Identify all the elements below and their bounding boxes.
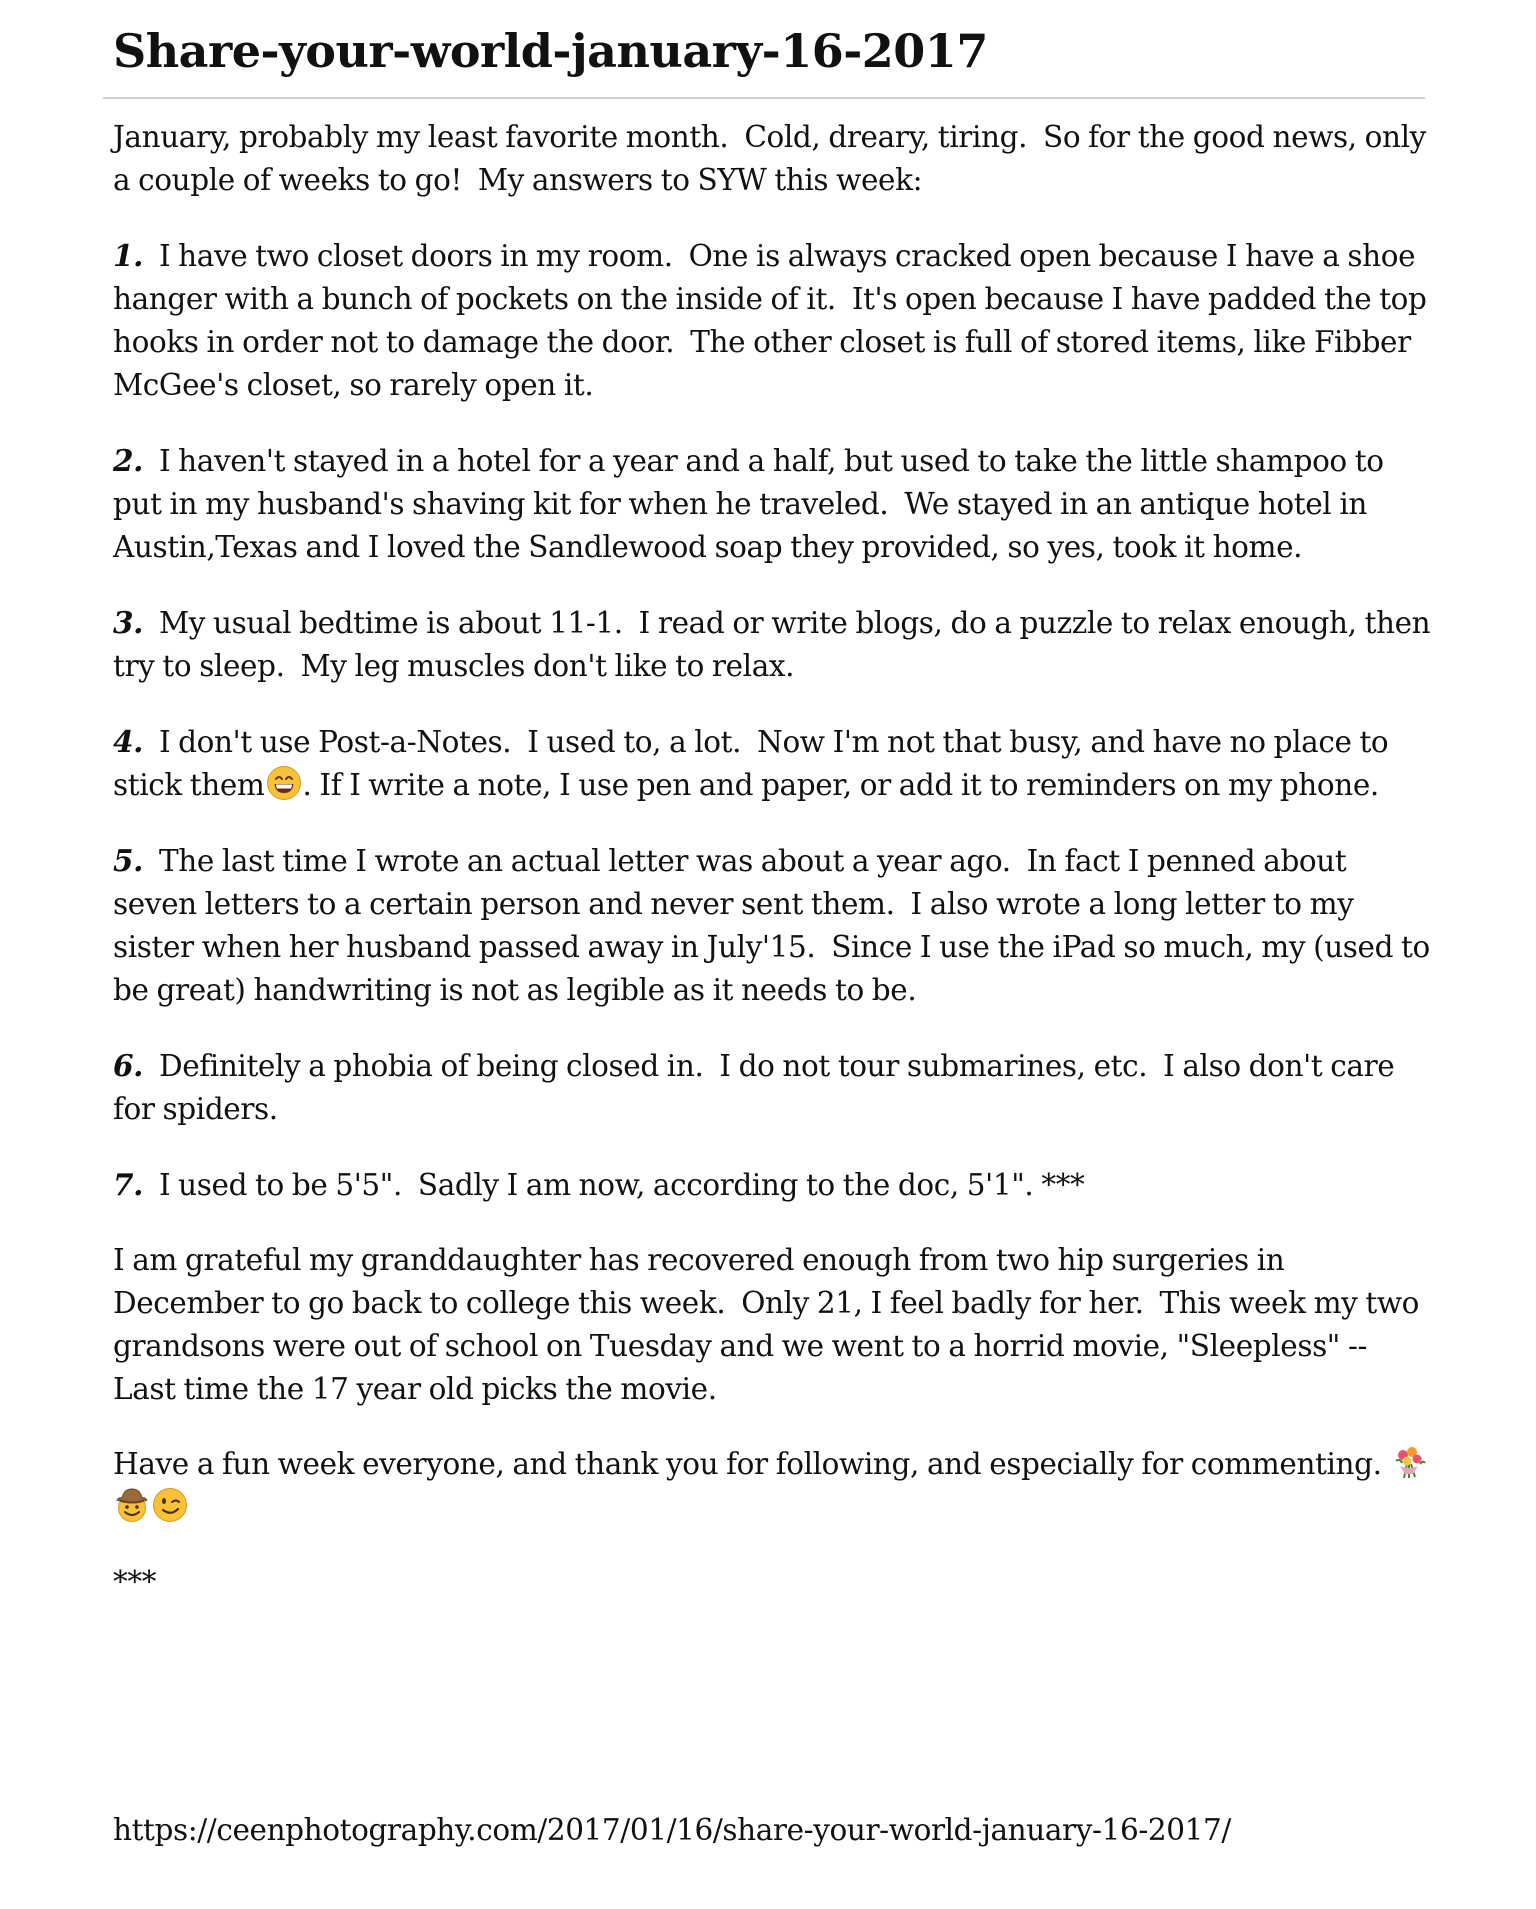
- answer-number: 3.: [113, 605, 143, 640]
- answer-text: I have two closet doors in my room. One is always cracked open because I have a shoe hanger with a bunch of pockets on the inside of it. It's open because I have padded the top hooks in order not to damage the door. The other closet is full of stored items, like Fibber McGee's closet, so rarely open it.: [113, 239, 1435, 402]
- winking-face-emoji-icon: [152, 1487, 188, 1523]
- answer-number: 2.: [113, 443, 143, 478]
- source-url[interactable]: https://ceenphotography.com/2017/01/16/share-your-world-january-16-2017/: [113, 1813, 1231, 1847]
- title-divider: [103, 97, 1425, 99]
- answer-1: [113, 234, 1433, 407]
- cowboy-face-emoji-icon: [114, 1487, 150, 1523]
- end-divider: ***: [113, 1565, 157, 1599]
- closing-text: Have a fun week everyone, and thank you for following, and especially for commenting.: [113, 1447, 1390, 1481]
- answer-6: [113, 1044, 1433, 1131]
- answer-7: [113, 1163, 1433, 1207]
- post-body: [113, 116, 1439, 1636]
- answer-number: 5.: [113, 843, 143, 878]
- grinning-face-emoji-icon: [266, 765, 302, 801]
- answer-text: I haven't stayed in a hotel for a year and a half, but used to take the little shampoo to put in my husband's shaving kit for when he traveled. We stayed in an antique hotel in Austin,Texas and I loved the Sandlewood soap they provided, so yes, took it home.: [113, 444, 1392, 564]
- answer-text-before-emoji: I don't use Post-a-Notes. I used to, a lot. Now I'm not that busy, and have no place to stick them: [113, 725, 1397, 802]
- bouquet-emoji-icon: [1391, 1444, 1427, 1480]
- answer-number: 6.: [113, 1048, 143, 1083]
- closing-paragraph: [113, 1443, 1433, 1529]
- page-title: Share-your-world-january-16-2017: [113, 24, 988, 78]
- answer-number: 7.: [113, 1167, 143, 1202]
- grateful-paragraph: I am grateful my granddaughter has recovered enough from two hip surgeries in December to go back to college this week. Only 21, I feel badly for her. This week my two grandsons were out of school on Tuesday and we went to a horrid movie, "Sleepless" -- Last time the 17 year old picks the movie.: [113, 1243, 1428, 1406]
- answer-5: [113, 839, 1438, 1012]
- answer-text: I used to be 5'5". Sadly I am now, according to the doc, 5'1". ***: [143, 1168, 1085, 1202]
- answer-text: My usual bedtime is about 11-1. I read or write blogs, do a puzzle to relax enough, then try to sleep. My leg muscles don't like to relax.: [113, 606, 1439, 683]
- answer-text-after-emoji: . If I write a note, I use pen and paper, or add it to reminders on my phone.: [302, 768, 1379, 802]
- intro-paragraph: January, probably my least favorite month. Cold, dreary, tiring. So for the good news, only a couple of weeks to go! My answers to SYW this week:: [113, 120, 1434, 197]
- answer-4: [113, 720, 1433, 807]
- header: [113, 18, 1433, 84]
- answer-3: [113, 601, 1439, 688]
- answer-number: 1.: [113, 238, 143, 273]
- answer-number: 4.: [113, 724, 143, 759]
- answer-text: Definitely a phobia of being closed in. I do not tour submarines, etc. I also don't care for spiders.: [113, 1049, 1403, 1126]
- answer-text: The last time I wrote an actual letter was about a year ago. In fact I penned about seven letters to a certain person and never sent them. I also wrote a long letter to my sister when her husband passed away in July'15. Since I use the iPad so much, my (used to be great) handwriting is not as legible as it needs to be.: [113, 844, 1438, 1007]
- answer-2: [113, 439, 1433, 569]
